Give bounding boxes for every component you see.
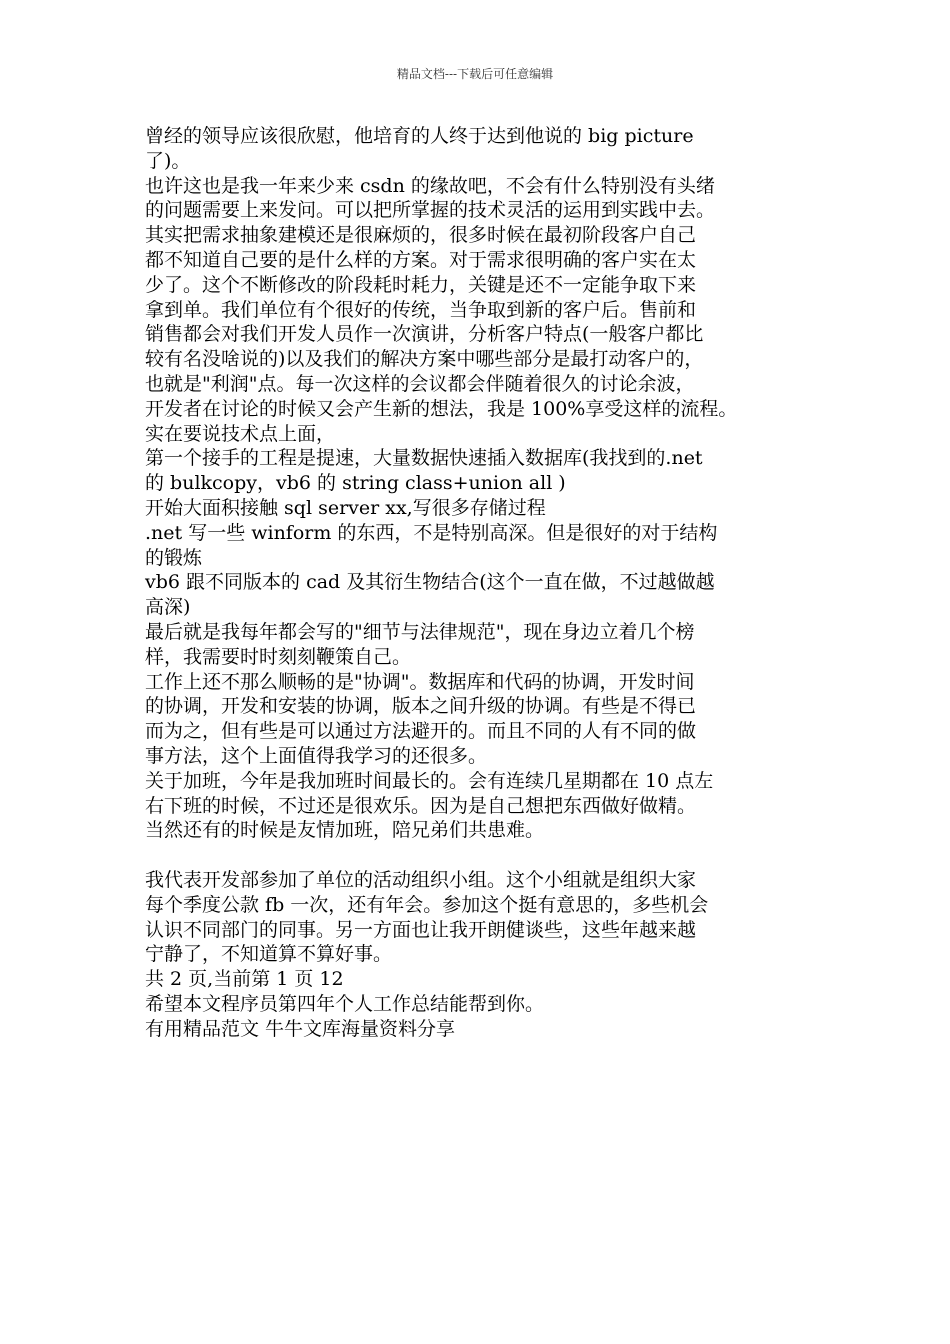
body-line: 的锻炼 <box>145 546 203 569</box>
body-line: 我代表开发部参加了单位的活动组织小组。这个小组就是组织大家 <box>145 868 697 891</box>
page-header: 精品文档---下载后可任意编辑 <box>396 67 554 81</box>
body-line: 高深) <box>145 596 191 619</box>
body-line: .net 写一些 winform 的东西，不是特别高深。但是很好的对于结构 <box>145 521 718 544</box>
body-line: 样，我需要时时刻刻鞭策自己。 <box>145 645 412 668</box>
body-line: 曾经的领导应该很欣慰，他培育的人终于达到他说的 big picture <box>145 125 694 147</box>
body-line: 实在要说技术点上面， <box>145 422 336 445</box>
body-line: vb6 跟不同版本的 cad 及其衍生物结合(这个一直在做，不过越做越 <box>145 571 715 594</box>
body-line: 都不知道自己要的是什么样的方案。对于需求很明确的客户实在太 <box>145 248 697 271</box>
body-line: 关于加班，今年是我加班时间最长的。会有连续几星期都在 10 点左 <box>145 769 714 792</box>
body-line: 的协调，开发和安装的协调，版本之间升级的协调。有些是不得已 <box>145 695 697 718</box>
page-indicator: 共 2 页,当前第 1 页 12 <box>145 968 344 991</box>
body-line: 其实把需求抽象建模还是很麻烦的，很多时候在最初阶段客户自己 <box>145 224 697 247</box>
body-line: 销售都会对我们开发人员作一次演讲，分析客户特点(一般客户都比 <box>145 323 704 346</box>
body-line: 的问题需要上来发问。可以把所掌握的技术灵活的运用到实践中去。 <box>145 199 716 222</box>
body-line: 而为之，但有些是可以通过方法避开的。而且不同的人有不同的做 <box>145 720 697 743</box>
body-line: 事方法，这个上面值得我学习的还很多。 <box>145 744 488 767</box>
body-line: 也就是"利润"点。每一次这样的会议都会伴随着很久的讨论余波， <box>145 372 695 395</box>
body-line: 第一个接手的工程是提速，大量数据快速插入数据库(我找到的.net <box>145 447 703 470</box>
body-line: 开始大面积接触 sql server xx,写很多存储过程 <box>145 496 546 519</box>
body-line: 较有名没啥说的)以及我们的解决方案中哪些部分是最打动客户的， <box>145 348 704 371</box>
body-line: 的 bulkcopy，vb6 的 string class+union all ) <box>145 472 566 495</box>
body-line: 最后就是我每年都会写的"细节与法律规范"，现在身边立着几个榜 <box>145 620 695 643</box>
body-line: 也许这也是我一年来少来 csdn 的缘故吧，不会有什么特别没有头绪 <box>145 174 715 197</box>
body-line: 当然还有的时候是友情加班，陪兄弟们共患难。 <box>145 819 545 842</box>
body-line: 少了。这个不断修改的阶段耗时耗力，关键是还不一定能争取下来 <box>145 273 697 296</box>
footer-tagline: 有用精品范文 牛牛文库海量资料分享 <box>145 1017 456 1040</box>
body-line: 工作上还不那么顺畅的是"协调"。数据库和代码的协调，开发时间 <box>145 670 695 693</box>
closing-line: 希望本文程序员第四年个人工作总结能帮到你。 <box>145 992 545 1015</box>
body-line: 右下班的时候，不过还是很欢乐。因为是自己想把东西做好做精。 <box>145 794 697 817</box>
body-line: 宁静了，不知道算不算好事。 <box>145 943 393 966</box>
body-line: 认识不同部门的同事。另一方面也让我开朗健谈些，这些年越来越 <box>145 918 697 941</box>
blank-line <box>145 843 813 868</box>
body-line: 拿到单。我们单位有个很好的传统，当争取到新的客户后。售前和 <box>145 298 697 321</box>
body-line: 开发者在讨论的时候又会产生新的想法，我是 100%享受这样的流程。 <box>145 397 738 420</box>
body-line: 每个季度公款 fb 一次，还有年会。参加这个挺有意思的，多些机会 <box>145 893 709 916</box>
document-body <box>145 124 813 1041</box>
body-line: 了)。 <box>145 149 191 172</box>
